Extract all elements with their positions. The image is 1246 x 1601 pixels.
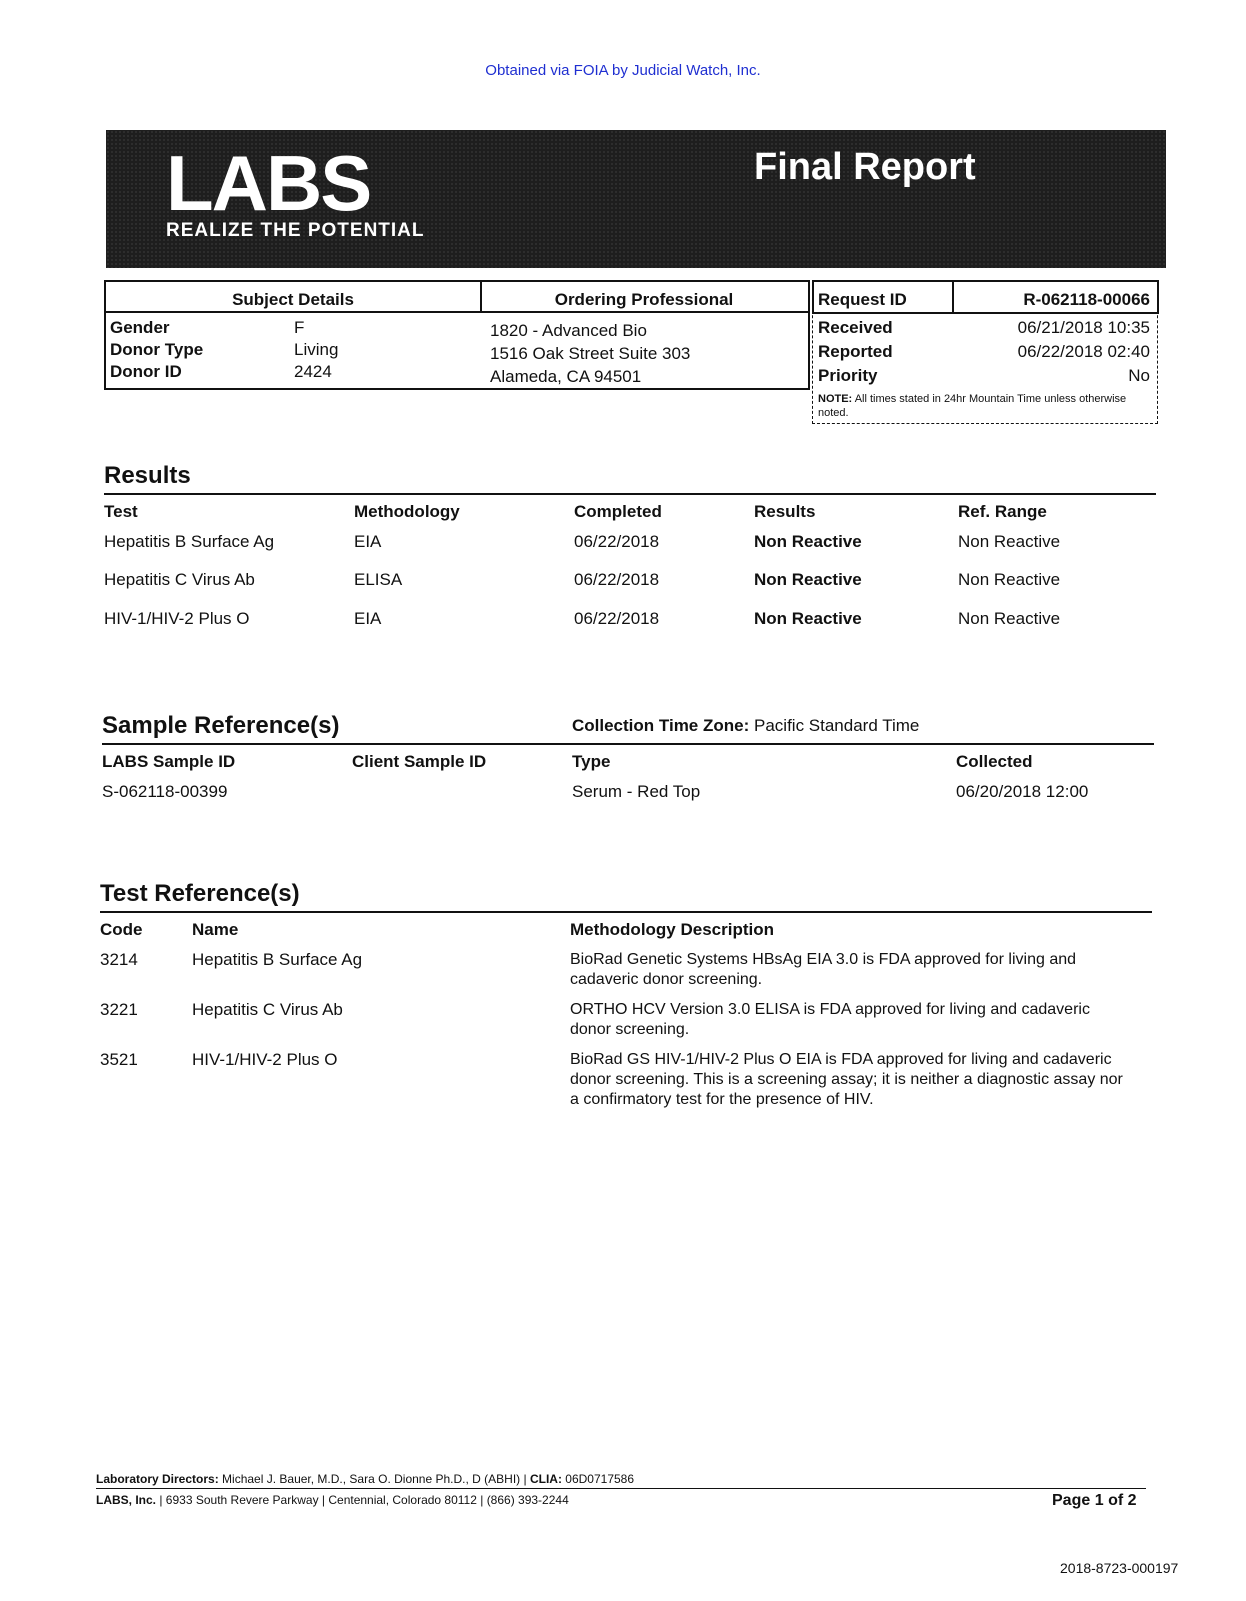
result-test: Hepatitis C Virus Ab bbox=[104, 570, 255, 589]
ordering-line-3: Alameda, CA 94501 bbox=[490, 367, 642, 386]
subject-header-rule bbox=[106, 311, 808, 313]
sample-col-collected: Collected bbox=[956, 752, 1033, 771]
gender-label: Gender bbox=[110, 318, 170, 337]
received-value: 06/21/2018 10:35 bbox=[1017, 318, 1150, 337]
result-ref-range: Non Reactive bbox=[958, 570, 1061, 589]
result-method: ELISA bbox=[354, 570, 403, 589]
clia-label: CLIA: bbox=[529, 1472, 562, 1486]
result-method: EIA bbox=[354, 609, 382, 628]
company-address-text: | 6933 South Revere Parkway | Centennial, Colorado 80112 | (866) 393-2244 bbox=[159, 1493, 569, 1507]
priority-label: Priority bbox=[818, 366, 878, 385]
sample-labs-id: S-062118-00399 bbox=[102, 782, 228, 801]
page-of: of bbox=[1108, 1492, 1124, 1509]
page-number bbox=[1052, 1492, 1137, 1510]
result-ref-range: Non Reactive bbox=[958, 532, 1061, 551]
test-name: Hepatitis B Surface Ag bbox=[192, 950, 363, 969]
reported-value: 06/22/2018 02:40 bbox=[1017, 342, 1150, 361]
donor-id-value: 2424 bbox=[294, 362, 332, 381]
test-reference-heading: Test Reference(s) bbox=[100, 880, 300, 907]
ordering-line-2: 1516 Oak Street Suite 303 bbox=[490, 344, 691, 363]
sample-type: Serum - Red Top bbox=[572, 782, 701, 801]
sample-rule bbox=[102, 743, 1154, 745]
test-col-code: Code bbox=[100, 920, 143, 939]
company-address bbox=[96, 1493, 569, 1507]
results-col-test: Test bbox=[104, 502, 138, 521]
result-value: Non Reactive bbox=[754, 570, 862, 589]
company-name: LABS, Inc. bbox=[96, 1493, 157, 1507]
test-code: 3221 bbox=[100, 1000, 138, 1019]
ordering-professional-heading: Ordering Professional bbox=[554, 290, 734, 309]
test-description: ORTHO HCV Version 3.0 ELISA is FDA approved for living and cadaveric donor screening. bbox=[570, 1001, 1090, 1038]
result-completed: 06/22/2018 bbox=[574, 609, 660, 628]
test-description: BioRad Genetic Systems HBsAg EIA 3.0 is FDA approved for living and cadaveric donor screening. bbox=[570, 951, 1077, 988]
sample-col-type: Type bbox=[572, 752, 611, 771]
test-name: HIV-1/HIV-2 Plus O bbox=[192, 1050, 338, 1069]
result-completed: 06/22/2018 bbox=[574, 570, 660, 589]
results-col-results: Results bbox=[754, 502, 816, 521]
results-col-methodology: Methodology bbox=[354, 502, 460, 521]
collection-time-zone-value: Pacific Standard Time bbox=[754, 716, 920, 735]
result-ref-range: Non Reactive bbox=[958, 609, 1061, 628]
lab-directors-names: Michael J. Bauer, M.D., Sara O. Dionne Ph.D., D (ABHI) | bbox=[222, 1472, 527, 1486]
subject-details-heading: Subject Details bbox=[232, 290, 354, 309]
test-col-name: Name bbox=[192, 920, 239, 939]
test-name: Hepatitis C Virus Ab bbox=[192, 1000, 343, 1019]
result-completed: 06/22/2018 bbox=[574, 532, 660, 551]
lab-directors bbox=[96, 1472, 634, 1486]
test-col-methodology-description: Methodology Description bbox=[570, 920, 774, 939]
results-heading: Results bbox=[104, 462, 191, 489]
document-number: 2018-8723-000197 bbox=[1060, 1560, 1179, 1576]
collection-time-zone bbox=[572, 716, 919, 736]
gender-value: F bbox=[294, 318, 305, 337]
page-current: 1 bbox=[1094, 1492, 1104, 1509]
test-description: BioRad GS HIV-1/HIV-2 Plus O EIA is FDA approved for living and cadaveric donor screening. This is a screening assay; it is neither a diagnostic assay nor a confirmatory test for the presence of HIV. bbox=[570, 1051, 1123, 1108]
time-note-label: NOTE: bbox=[818, 393, 853, 405]
received-label: Received bbox=[818, 318, 893, 337]
ordering-line-1: 1820 - Advanced Bio bbox=[490, 321, 647, 340]
time-note bbox=[818, 392, 1148, 420]
clia-number: 06D0717586 bbox=[565, 1472, 635, 1486]
result-method: EIA bbox=[354, 532, 382, 551]
result-test: Hepatitis B Surface Ag bbox=[104, 532, 275, 551]
request-id-divider bbox=[952, 282, 954, 312]
priority-value: No bbox=[1128, 366, 1150, 385]
sample-reference-heading: Sample Reference(s) bbox=[102, 712, 340, 739]
foia-notice: Obtained via FOIA by Judicial Watch, Inc. bbox=[485, 62, 761, 79]
sample-col-labs-id: LABS Sample ID bbox=[102, 752, 236, 771]
test-reference-rule bbox=[100, 911, 1152, 913]
request-id-value: R-062118-00066 bbox=[1023, 290, 1150, 309]
footer-rule bbox=[96, 1488, 1146, 1489]
result-value: Non Reactive bbox=[754, 609, 862, 628]
donor-id-label: Donor ID bbox=[110, 362, 182, 381]
page-word: Page bbox=[1052, 1492, 1091, 1509]
report-title: Final Report bbox=[754, 146, 976, 188]
result-value: Non Reactive bbox=[754, 532, 862, 551]
sample-col-client-id: Client Sample ID bbox=[352, 752, 487, 771]
test-code: 3214 bbox=[100, 950, 138, 969]
logo-tagline: REALIZE THE POTENTIAL bbox=[166, 220, 425, 241]
result-test: HIV-1/HIV-2 Plus O bbox=[104, 609, 250, 628]
donor-type-label: Donor Type bbox=[110, 340, 204, 359]
time-note-text: All times stated in 24hr Mountain Time unless otherwise noted. bbox=[818, 393, 1127, 419]
collection-time-zone-label: Collection Time Zone: bbox=[572, 716, 750, 735]
report-banner bbox=[106, 130, 1166, 268]
donor-type-value: Living bbox=[294, 340, 339, 359]
request-id-label: Request ID bbox=[818, 290, 907, 309]
test-code: 3521 bbox=[100, 1050, 138, 1069]
results-col-ref-range: Ref. Range bbox=[958, 502, 1047, 521]
labs-logo: LABS bbox=[166, 139, 371, 227]
reported-label: Reported bbox=[818, 342, 893, 361]
sample-collected: 06/20/2018 12:00 bbox=[956, 782, 1089, 801]
page-total: 2 bbox=[1127, 1492, 1137, 1509]
results-col-completed: Completed bbox=[574, 502, 662, 521]
lab-directors-label: Laboratory Directors: bbox=[96, 1472, 219, 1486]
results-rule bbox=[104, 493, 1156, 495]
